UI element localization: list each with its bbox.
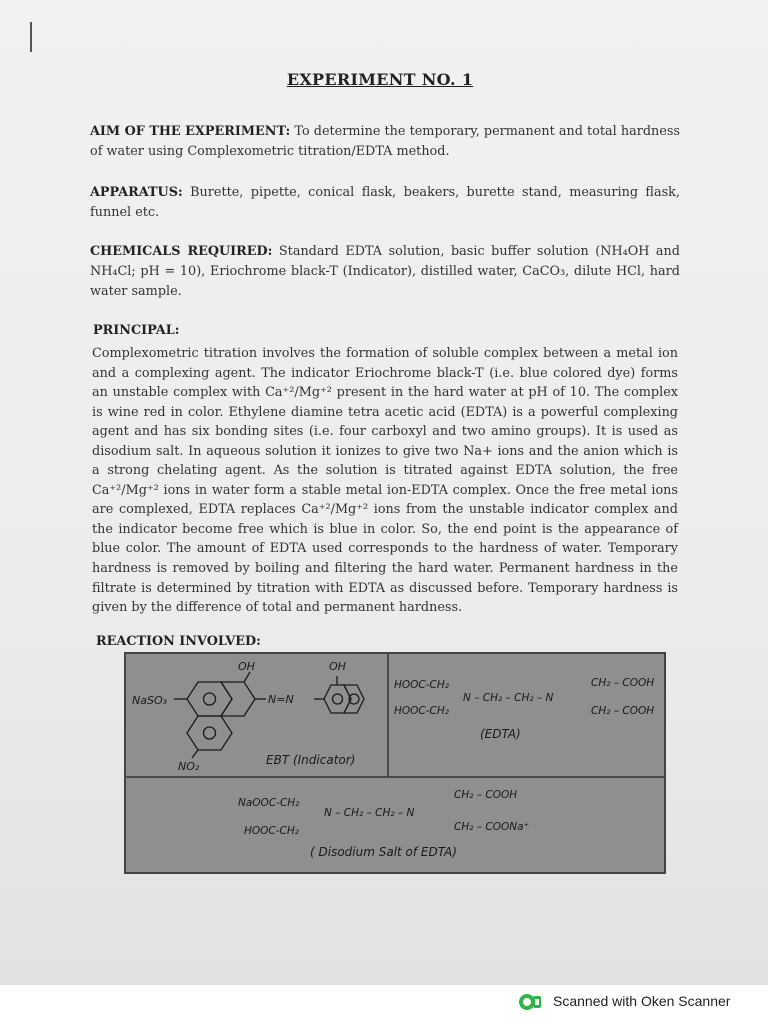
ebt-oh-bond-1 [244,672,250,682]
ebt-ring-3-aromatic [204,727,216,739]
ebt-azo-label: N=N [268,693,294,706]
ebt-ring-5 [344,685,364,713]
edta-left-group-1: HOOC-CH₂ [394,679,449,691]
disodium-center-chain: N – CH₂ – CH₂ – N [324,807,415,819]
chemicals-text: Standard EDTA solution, basic buffer solution (NH₄OH and NH₄Cl; pH = 10), Eriochrome black-T (Indicator), distilled water, CaCO₃, dilute HCl, hard water sample. [90,244,680,299]
chemicals-label: CHEMICALS REQUIRED: [90,244,273,259]
oken-scanner-logo-icon [517,992,545,1016]
principal-paragraph: Complexometric titration involves the formation of soluble complex between a metal ion and a complexing agent. The indicator Eriochrome black-T (i.e. blue colored dye) forms an unstable complex with Ca⁺²/Mg⁺² present in the hard water at pH of 10. The complex is wine red in color. Ethylene diamine tetra acetic acid (EDTA) is a powerful complexing agent and has six bonding sites (i.e. four carboxyl and two amino groups). It is used as disodium salt. In aqueous solution it ionizes to give two Na+ ions and the anion which is a strong chelating agent. As the solution is titrated against EDTA solution, the free Ca⁺²/Mg⁺² ions in water form a stable metal ion-EDTA complex. Once the free metal ions are complexed, EDTA replaces Ca⁺²/Mg⁺² ions from the unstable indicator complex and the indicator become free which is blue in color. So, the end point is the appearance of blue color. The amount of EDTA used corresponds to the hardness of water. Temporary hardness is removed by boiling and filtering the hard water. Permanent hardness in the filtrate is determined by titration with EDTA as discussed before. Temporary hardness is given by the difference of total and permanent hardness. [92,346,678,616]
edta-caption: (EDTA) [480,727,521,741]
ebt-oh-label-2: OH [329,660,346,673]
ebt-structure [174,672,364,758]
reaction-heading: REACTION INVOLVED: [96,634,261,649]
principal-heading: PRINCIPAL: [93,323,180,338]
disodium-left-group-2: HOOC-CH₂ [244,825,299,837]
apparatus-label: APPARATUS: [90,185,183,200]
ebt-naso3-label: NaSO₃ [132,694,168,707]
page-title: EXPERIMENT NO. 1 [286,70,474,89]
reaction-diagram [126,654,664,872]
ebt-ring-1-aromatic [204,693,216,705]
edta-left-group-2: HOOC-CH₂ [394,705,449,717]
edta-right-group-2: CH₂ – COOH [591,705,655,717]
ebt-ring-1 [187,682,232,716]
edta-right-group-1: CH₂ – COOH [591,677,655,689]
ebt-oh-label-1: OH [238,660,255,673]
disodium-left-group-1: NaOOC-CH₂ [238,797,300,809]
ebt-ring-2 [221,682,255,716]
disodium-right-group-2: CH₂ – COONa⁺ [454,821,530,833]
apparatus-text: Burette, pipette, conical flask, beakers, burette stand, measuring flask, funnel etc. [90,185,680,220]
ebt-ring-4 [324,685,351,713]
ebt-ring-3 [187,716,232,750]
ebt-no2-bond [192,750,198,758]
aim-label: AIM OF THE EXPERIMENT: [90,124,291,139]
disodium-caption: ( Disodium Salt of EDTA) [310,845,457,859]
aim-text: To determine the temporary, permanent and total hardness of water using Complexometric titration/EDTA method. [90,124,680,159]
edta-center-chain: N – CH₂ – CH₂ – N [463,692,554,704]
ebt-ring-4-aromatic [333,694,343,704]
chemicals-section [90,242,680,302]
ebt-no2-label: NO₂ [178,760,200,773]
pen-mark [30,22,32,52]
apparatus-section [90,183,680,223]
disodium-right-group-1: CH₂ – COOH [454,789,518,801]
scanner-watermark-text: Scanned with Oken Scanner [553,993,731,1009]
reaction-figure [124,652,666,874]
aim-section [90,122,680,162]
ebt-caption: EBT (Indicator) [266,753,356,767]
